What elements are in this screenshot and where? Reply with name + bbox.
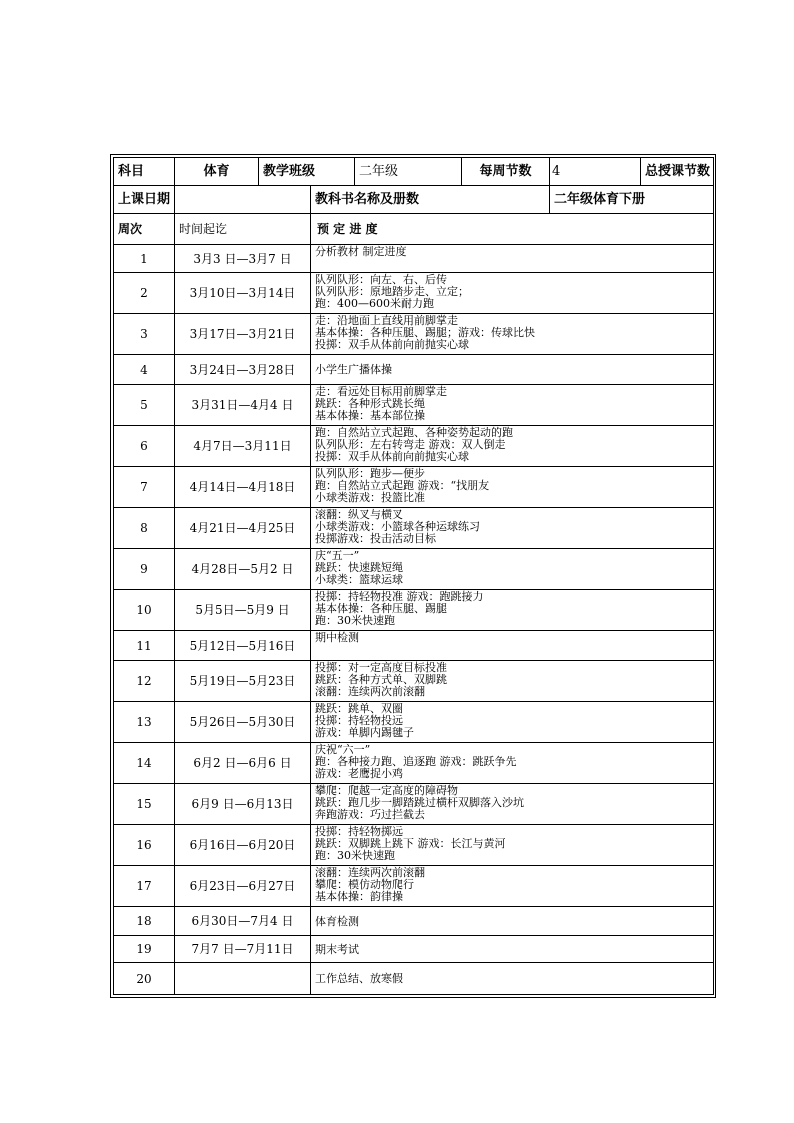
date-range: 6月30日—7月4 日 (175, 907, 311, 936)
plan-line: 期中检测 (315, 631, 359, 644)
date-range: 4月7日—3月11日 (175, 426, 311, 467)
col-time-header: 时间起讫 (175, 214, 311, 245)
plan-line: 跑：各种接力跑、追逐跑 游戏：跳跃争先 (315, 755, 517, 768)
week-number: 19 (114, 936, 175, 963)
date-range: 6月16日—6月20日 (175, 825, 311, 866)
plan-line: 跑：30米快速跑 (315, 849, 395, 862)
table-row (114, 936, 714, 963)
week-number: 13 (114, 702, 175, 743)
plan-line: 投掷：双手从体前向前抛实心球 (315, 338, 469, 351)
table-row (114, 508, 714, 549)
week-number: 16 (114, 825, 175, 866)
table-row (114, 273, 714, 314)
plan-cell (311, 314, 714, 355)
class-value: 二年级 (355, 158, 462, 186)
date-range: 3月24日—3月28日 (175, 355, 311, 385)
plan-line: 跳跃：各种方式单、双脚跳 (315, 673, 447, 686)
plan-line: 投掷：对一定高度目标投准 (315, 661, 447, 674)
week-number: 17 (114, 866, 175, 907)
date-range: 5月5日—5月9 日 (175, 590, 311, 631)
date-range: 5月19日—5月23日 (175, 661, 311, 702)
table-row (114, 907, 714, 936)
week-number: 20 (114, 963, 175, 995)
plan-line: 跑：自然站立式起跑 游戏：“找朋友 (315, 479, 490, 492)
plan-line: 基本体操：各种压腿、踢腿；游戏：传球比快 (315, 326, 535, 339)
plan-line: 跑：30米快速跑 (315, 614, 395, 627)
table-row (114, 467, 714, 508)
date-range: 6月9 日—6月13日 (175, 784, 311, 825)
date-value (175, 186, 311, 214)
date-range: 3月10日—3月14日 (175, 273, 311, 314)
week-number: 3 (114, 314, 175, 355)
plan-line: 庆祝“六一” (315, 743, 371, 756)
plan-line: 小学生广播体操 (315, 363, 392, 376)
header-row-2 (114, 186, 714, 214)
col-week-header: 周次 (114, 214, 175, 245)
date-range: 4月28日—5月2 日 (175, 549, 311, 590)
plan-line: 投掷：持轻物投准 游戏：跑跳接力 (315, 590, 484, 603)
week-number: 4 (114, 355, 175, 385)
plan-cell (311, 355, 714, 385)
book-value: 二年级体育下册 (550, 186, 714, 214)
date-range: 4月14日—4月18日 (175, 467, 311, 508)
date-range: 6月2 日—6月6 日 (175, 743, 311, 784)
weekly-label: 每周节数 (462, 158, 550, 186)
plan-cell (311, 825, 714, 866)
col-plan-header: 预 定 进 度 (311, 214, 714, 245)
plan-cell (311, 549, 714, 590)
plan-line: 队列队形：跑步—便步 (315, 467, 425, 480)
plan-line: 投掷：双手从体前向前抛实心球 (315, 450, 469, 463)
plan-cell (311, 245, 714, 273)
week-number: 6 (114, 426, 175, 467)
week-number: 1 (114, 245, 175, 273)
plan-line: 队列队形：向左、右、后传 (315, 273, 447, 286)
plan-line: 小球类：篮球运球 (315, 573, 403, 586)
date-range: 6月23日—6月27日 (175, 866, 311, 907)
week-number: 10 (114, 590, 175, 631)
subject-value: 体育 (175, 158, 259, 186)
plan-line: 跳跃：快速跳短绳 (315, 561, 403, 574)
plan-line: 跑：400—600米耐力跑 (315, 297, 434, 310)
plan-cell (311, 590, 714, 631)
plan-line: 跳跃：各种形式跳长绳 (315, 397, 425, 410)
plan-line: 投掷游戏：投击活动目标 (315, 532, 436, 545)
plan-cell (311, 508, 714, 549)
plan-line: 投掷：持轻物投远 (315, 714, 403, 727)
table-row (114, 355, 714, 385)
subject-label: 科目 (114, 158, 175, 186)
plan-line: 走：看远处目标用前脚掌走 (315, 385, 447, 398)
table-row (114, 631, 714, 661)
table-row (114, 743, 714, 784)
plan-line: 滚翻：连续两次前滚翻 (315, 685, 425, 698)
plan-cell (311, 385, 714, 426)
plan-cell (311, 907, 714, 936)
plan-line: 投掷：持轻物掷远 (315, 825, 403, 838)
table-row (114, 314, 714, 355)
plan-line: 攀爬：爬越一定高度的障碍物 (315, 784, 458, 797)
weekly-value: 4 (550, 158, 641, 186)
week-number: 11 (114, 631, 175, 661)
schedule-table (113, 157, 714, 995)
header-row-1 (114, 158, 714, 186)
date-range: 3月17日—3月21日 (175, 314, 311, 355)
plan-cell (311, 631, 714, 661)
date-range: 5月26日—5月30日 (175, 702, 311, 743)
plan-line: 跳跃：跑几步一脚踏跳过横杆双脚落入沙坑 (315, 796, 524, 809)
class-label: 教学班级 (259, 158, 355, 186)
plan-line: 基本体操：韵律操 (315, 890, 403, 903)
date-label: 上课日期 (114, 186, 175, 214)
week-number: 8 (114, 508, 175, 549)
plan-line: 队列队形：左右转弯走 游戏：双人倒走 (315, 438, 506, 451)
plan-cell (311, 743, 714, 784)
plan-cell (311, 784, 714, 825)
table-row (114, 702, 714, 743)
plan-cell (311, 702, 714, 743)
plan-line: 跑：自然站立式起跑、各种姿势起动的跑 (315, 426, 513, 439)
date-range: 4月21日—4月25日 (175, 508, 311, 549)
plan-cell (311, 936, 714, 963)
plan-line: 小球类游戏：小篮球各种运球练习 (315, 520, 480, 533)
plan-line: 奔跑游戏：巧过拦截去 (315, 808, 425, 821)
week-number: 7 (114, 467, 175, 508)
plan-line: 庆“五一” (315, 549, 360, 562)
plan-line: 分析教材 制定进度 (315, 245, 407, 258)
week-number: 2 (114, 273, 175, 314)
table-row (114, 590, 714, 631)
table-row (114, 825, 714, 866)
week-number: 9 (114, 549, 175, 590)
week-number: 12 (114, 661, 175, 702)
plan-line: 期末考试 (315, 942, 359, 956)
table-row (114, 661, 714, 702)
plan-line: 走：沿地面上直线用前脚掌走 (315, 314, 458, 327)
plan-line: 滚翻：连续两次前滚翻 (315, 866, 425, 879)
week-number: 14 (114, 743, 175, 784)
plan-cell (311, 273, 714, 314)
table-row (114, 426, 714, 467)
date-range: 5月12日—5月16日 (175, 631, 311, 661)
date-range: 7月7 日—7月11日 (175, 936, 311, 963)
date-range (175, 963, 311, 995)
date-range: 3月3 日—3月7 日 (175, 245, 311, 273)
week-number: 5 (114, 385, 175, 426)
column-header-row (114, 214, 714, 245)
table-row (114, 866, 714, 907)
plan-line: 游戏：老鹰捉小鸡 (315, 767, 403, 780)
week-number: 18 (114, 907, 175, 936)
plan-cell (311, 467, 714, 508)
plan-line: 小球类游戏：投篮比准 (315, 491, 425, 504)
total-label: 总授课节数 (641, 158, 714, 186)
plan-line: 体育检测 (315, 914, 359, 928)
plan-cell (311, 866, 714, 907)
table-row (114, 963, 714, 995)
plan-cell (311, 963, 714, 995)
table-row (114, 784, 714, 825)
plan-line: 滚翻：纵叉与横叉 (315, 508, 403, 521)
book-label: 教科书名称及册数 (311, 186, 550, 214)
table-row (114, 245, 714, 273)
week-number: 15 (114, 784, 175, 825)
plan-line: 基本体操：各种压腿、踢腿 (315, 602, 447, 615)
plan-line: 队列队形：原地踏步走、立定； (315, 285, 469, 298)
plan-line: 跳跃：跳单、双圈 (315, 702, 403, 715)
plan-line: 攀爬：模仿动物爬行 (315, 878, 414, 891)
plan-cell (311, 426, 714, 467)
table-row (114, 385, 714, 426)
plan-cell (311, 661, 714, 702)
plan-line: 工作总结、放寒假 (315, 972, 403, 985)
plan-line: 游戏：单脚内踢毽子 (315, 726, 414, 739)
table-row (114, 549, 714, 590)
date-range: 3月31日—4月4 日 (175, 385, 311, 426)
plan-line: 基本体操：基本部位操 (315, 409, 425, 422)
plan-line: 跳跃：双脚跳上跳下 游戏：长江与黄河 (315, 837, 506, 850)
